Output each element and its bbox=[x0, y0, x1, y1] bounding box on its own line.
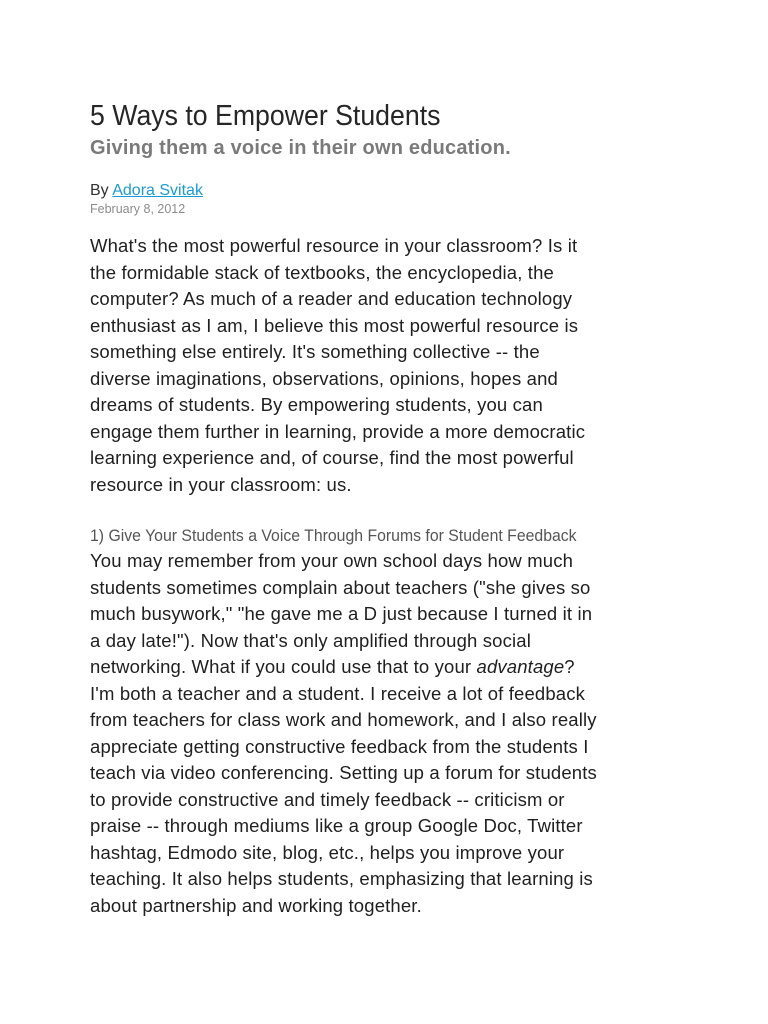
section-1-body-start: You may remember from your own school days how much students sometimes complain about teachers ("she gives so much busywork," "he gave me a D just because I turned it in a day late!"). Now that's only amplified through social networking. What if you could use that to your bbox=[90, 550, 593, 677]
article-subtitle: Giving them a voice in their own education. bbox=[90, 137, 511, 159]
section-1-heading: 1) Give Your Students a Voice Through Forums for Student Feedback bbox=[90, 526, 577, 545]
section-1-emphasis: advantage bbox=[476, 656, 565, 677]
section-1-body-end: ? I'm both a teacher and a student. I receive a lot of feedback from teachers for class work and homework, and I also really appreciate getting constructive feedback from the students I teach via video conferencing. Setting up a forum for students to provide constructive and timely feedback -- criticism or praise -- through mediums like a group Google Doc, Twitter hashtag, Edmodo site, blog, etc., helps you improve your teaching. It also helps students, emphasizing that learning is about partnership and working together. bbox=[90, 656, 597, 916]
section-1-body bbox=[90, 548, 708, 919]
byline bbox=[90, 181, 708, 201]
article-title: 5 Ways to Empower Students bbox=[90, 100, 441, 132]
publish-date: February 8, 2012 bbox=[90, 202, 186, 216]
intro-paragraph: What's the most powerful resource in your classroom? Is it the formidable stack of textbooks, the encyclopedia, the computer? As much of a reader and education technology enthusiast as I am, I believe this most powerful resource is something else entirely. It's something collective -- the diverse imaginations, observations, opinions, hopes and dreams of students. By empowering students, you can engage them further in learning, provide a more democratic learning experience and, of course, find the most powerful resource in your classroom: us. bbox=[90, 235, 586, 495]
author-link[interactable]: Adora Svitak bbox=[112, 182, 203, 199]
byline-prefix: By bbox=[90, 182, 113, 199]
